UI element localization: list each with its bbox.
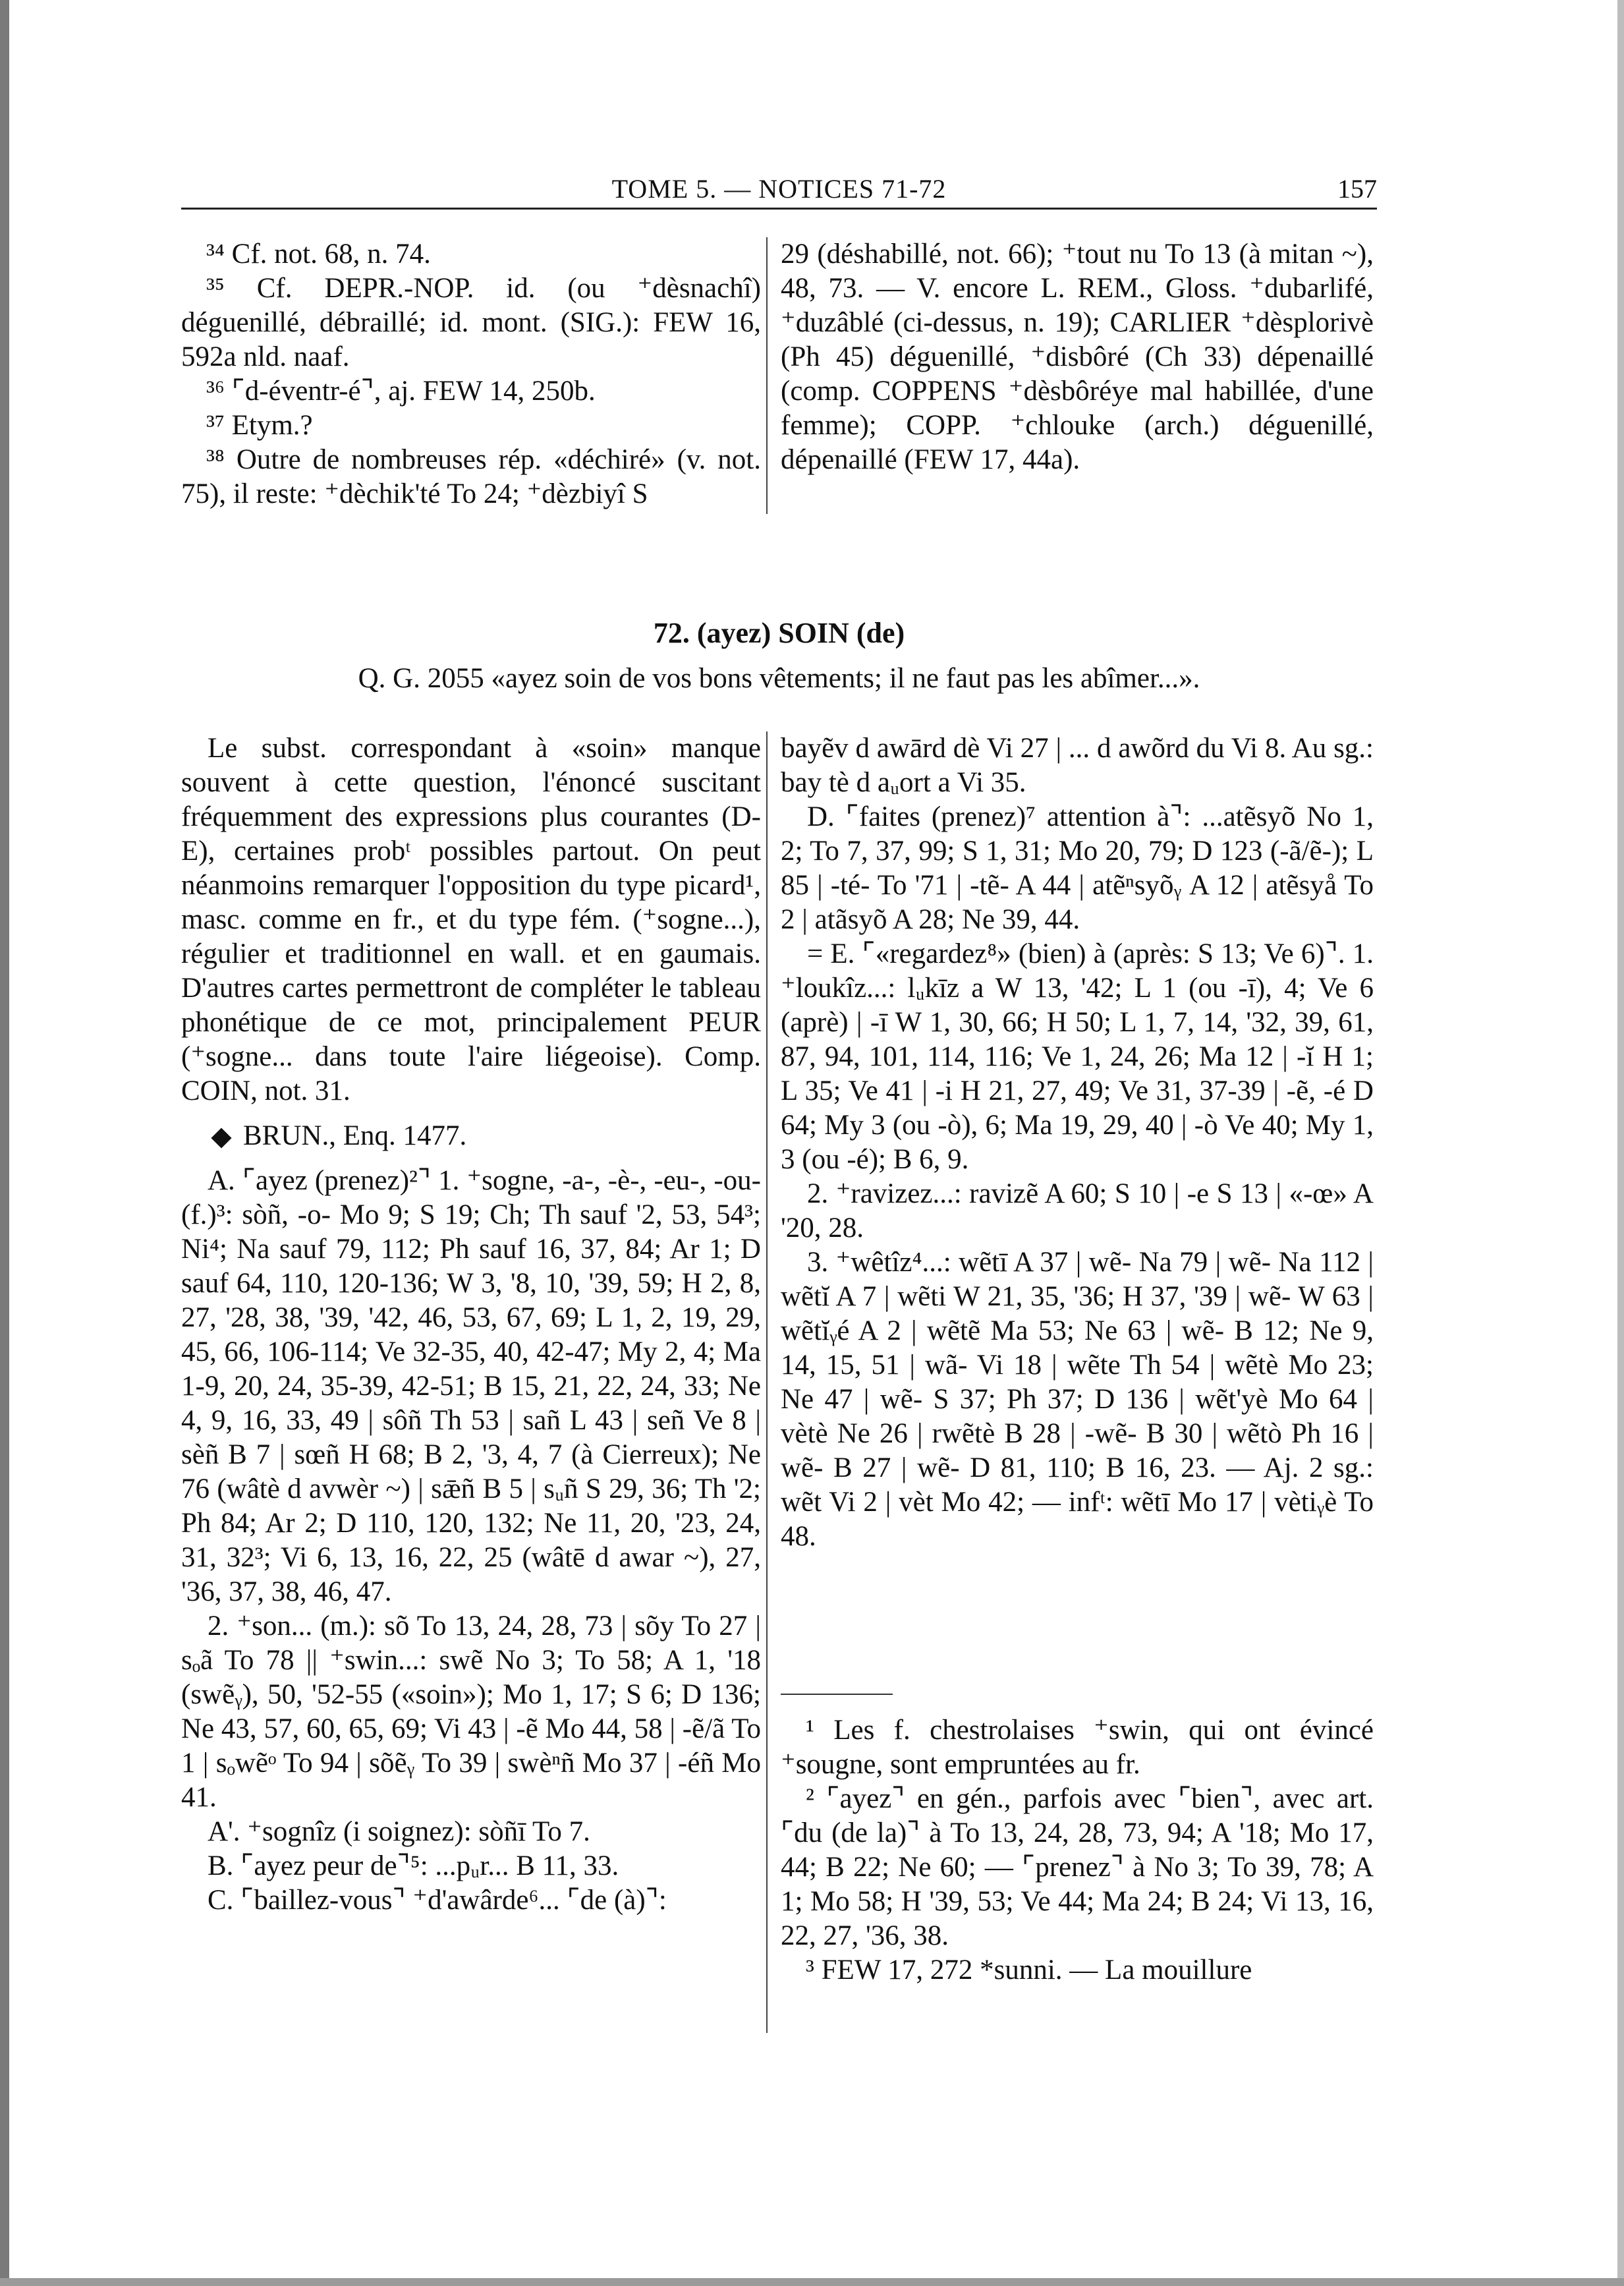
note-38: ³⁸ Outre de nombreuses rép. «déchiré» (v. not. 75), il reste: ⁺dèchik'té To 24; ⁺dèzbiyî S bbox=[181, 444, 761, 509]
note-34: ³⁴ Cf. not. 68, n. 74. bbox=[206, 239, 431, 270]
note-38-continued: 29 (déshabillé, not. 66); ⁺tout nu To 13 (à mitan ~), 48, 73. — V. encore L. REM., Gloss. ⁺dubarlifé, ⁺duzâblé (ci-dessus, n. 19); CARLIER ⁺dèsplorivè (Ph 45) déguenillé, ⁺disbôré (Ch 33) dépenaillé (comp. COPPENS ⁺dèsbôréye mal habillée, d'une femme); COPP. ⁺chlouke (arch.) déguenillé, dépenaillé (FEW 17, 44a). bbox=[781, 239, 1374, 475]
entry-c: C. ⌜baillez-vous⌝ ⁺d'awârde⁶... ⌜de (à)⌝: bbox=[208, 1885, 667, 1916]
top-notes-left bbox=[181, 237, 761, 511]
note-37: ³⁷ Etym.? bbox=[206, 410, 313, 441]
section-title: 72. (ayez) SOIN (de) bbox=[653, 617, 905, 649]
left-body-column bbox=[181, 731, 761, 1918]
bottom-footnotes bbox=[781, 1713, 1374, 1987]
footnote-2: ² ⌜ayez⌝ en gén., parfois avec ⌜bien⌝, avec art. ⌜du (de la)⌝ à To 13, 24, 28, 73, 94; A '18; Mo 17, 44; B 22; Ne 60; — ⌜prenez⌝ à No 3; To 39, 78; A 1; Mo 58; H '39, 53; Ve 44; Ma 24; B 24; Vi 13, 16, 22, 27, '36, 38. bbox=[781, 1783, 1374, 1951]
entry-e: = E. ⌜«regardez⁸» (bien) à (après: S 13; Ve 6)⌝. 1. ⁺loukîz...: lᵤkīz a W 13, '42; L 1 (ou -ī), 4; Ve 6 (aprè) | -ī W 1, 30, 66; H 50; L 1, 7, 14, '32, 39, 61, 87, 94, 101, 114, 116; Ve 1, 24, 26; Ma 12 | -ĭ H 1; L 35; Ve 41 | -i H 21, 27, 49; Ve 31, 37-39 | -ẽ, -é D 64; My 3 (ou -ò), 6; Ma 19, 29, 40 | -ò Ve 40; My 1, 3 (ou -é); B 6, 9. bbox=[781, 938, 1374, 1175]
entry-d: D. ⌜faites (prenez)⁷ attention à⌝: ...atẽsyõ No 1, 2; To 7, 37, 99; S 1, 31; Mo 20, 79; D 123 (-ã/ẽ-); L 85 | -té- To '71 | -tẽ- A 44 | atẽⁿsyõᵧ A 12 | atẽsyå To 2 | atãsyõ A 28; Ne 39, 44. bbox=[781, 801, 1374, 935]
page-number: 157 bbox=[1337, 174, 1377, 204]
footnote-rule bbox=[781, 1694, 893, 1695]
bibliography-line bbox=[181, 1119, 761, 1153]
entry-a-prime: A'. ⁺sognîz (i soignez): sòñī To 7. bbox=[208, 1816, 590, 1847]
footnote-1: ¹ Les f. chestrolaises ⁺swin, qui ont évincé ⁺sougne, sont empruntées au fr. bbox=[781, 1715, 1374, 1780]
diamond-bullet-icon bbox=[211, 1128, 231, 1149]
column-divider-top bbox=[766, 237, 768, 514]
bibliography-text: BRUN., Enq. 1477. bbox=[243, 1120, 467, 1151]
entry-a: A. ⌜ayez (prenez)²⌝ 1. ⁺sogne, -a-, -è-, -eu-, -ou- (f.)³: sòñ, -o- Mo 9; S 19; Ch; Th sauf '2, 53, 54³; Ni⁴; Na sauf 79, 112; Ph sauf 16, 37, 84; Ar 1; D sauf 64, 110, 120-136; W 3, '8, 10, '39, 59; H 2, 8, 27, '28, 38, '39, '42, 46, 53, 67, 69; L 1, 2, 19, 29, 45, 66, 106-114; Ve 32-35, 40, 42-47; My 2, 4; Ma 1-9, 20, 24, 35-39, 42-51; B 15, 21, 22, 24, 33; Ne 4, 9, 16, 33, 49 | sôñ Th 53 | sañ L 43 | señ Ve 8 | sèñ B 7 | sœñ H 68; B 2, '3, 4, 7 (à Cierreux); Ne 76 (wâtè d avwèr ~) | sǣñ B 5 | sᵤñ S 29, 36; Th '2; Ph 84; Ar 2; D 110, 120, 132; Ne 11, 20, '23, 24, 31, 32³; Vi 6, 13, 16, 22, 25 (wâtē d awar ~), 27, '36, 37, 38, 46, 47. bbox=[181, 1165, 761, 1607]
entry-a-2: 2. ⁺son... (m.): sõ To 13, 24, 28, 73 | sõy To 27 | sₒã To 78 || ⁺swin...: swẽ No 3; To 58; A 1, '18 (swẽᵧ), 50, '52-55 («soin»); Mo 1, 17; S 6; D 136; Ne 43, 57, 60, 65, 69; Vi 43 | -ẽ Mo 44, 58 | -ẽ/ã To 1 | sₒwẽᵒ To 94 | sõẽᵧ To 39 | swèⁿñ Mo 37 | -éñ Mo 41. bbox=[181, 1611, 761, 1813]
note-35: ³⁵ Cf. DEPR.-NOP. id. (ou ⁺dèsnachî) déguenillé, débraillé; id. mont. (SIG.): FEW 16, 592a nld. naaf. bbox=[181, 273, 761, 372]
entry-e-3: 3. ⁺wêtîz⁴...: wẽtī A 37 | wẽ- Na 79 | wẽ- Na 112 | wẽtĭ A 7 | wẽti W 21, 35, '36; H 37, '39 | wẽ- W 63 | wẽtĭᵧé A 2 | wẽtẽ Ma 53; Ne 63 | wẽ- B 12; Ne 9, 14, 15, 51 | wã- Vi 18 | wẽte Th 54 | wẽtè Mo 23; Ne 47 | wẽ- S 37; Ph 37; D 136 | wẽt'yè Mo 64 | vètè Ne 26 | rwẽtè B 28 | -wẽ- B 30 | wẽtò Ph 16 | wẽ- B 27 | wẽ- D 81, 110; B 16, 23. — Aj. 2 sg.: wẽt Vi 2 | vèt Mo 42; — infᵗ: wẽtī Mo 17 | vètiᵧè To 48. bbox=[781, 1247, 1374, 1552]
top-notes-right bbox=[781, 237, 1374, 477]
entry-e-2: 2. ⁺ravizez...: ravizẽ A 60; S 10 | -e S 13 | «-œ» A '20, 28. bbox=[781, 1178, 1374, 1243]
column-divider-body bbox=[766, 731, 768, 2033]
footnote-3: ³ FEW 17, 272 *sunni. — La mouillure bbox=[806, 1955, 1252, 1986]
right-body-column bbox=[781, 731, 1374, 1554]
page-left-edge bbox=[0, 0, 9, 2286]
running-header bbox=[181, 168, 1377, 210]
note-36: ³⁶ ⌜d-éventr-é⌝, aj. FEW 14, 250b. bbox=[206, 376, 596, 407]
entry-c-continued: bayẽv d awārd dè Vi 27 | ... d awõrd du Vi 8. Au sg.: bay tè d aᵤort a Vi 35. bbox=[781, 733, 1374, 798]
entry-b: B. ⌜ayez peur de⌝⁵: ...pᵤr... B 11, 33. bbox=[208, 1850, 619, 1881]
intro-paragraph: Le subst. correspondant à «soin» manque souvent à cette question, l'énoncé suscitant fréquemment des expressions plus courantes (D-E), certaines probᵗ possibles partout. On peut néanmoins remarquer l'opposition du type picard¹, masc. comme en fr., et du type fém. (⁺sogne...), régulier et traditionnel en wall. et en gaumais. D'autres cartes permettront de compléter le tableau phonétique de ce mot, principalement PEUR (⁺sogne... dans toute l'aire liégeoise). Comp. COIN, not. 31. bbox=[181, 733, 761, 1106]
page-right-edge bbox=[1617, 0, 1624, 2286]
running-title: TOME 5. — NOTICES 71-72 bbox=[611, 174, 947, 204]
section-subtitle: Q. G. 2055 «ayez soin de vos bons vêtements; il ne faut pas les abîmer...». bbox=[358, 663, 1200, 694]
page-bottom-edge bbox=[0, 2278, 1624, 2286]
